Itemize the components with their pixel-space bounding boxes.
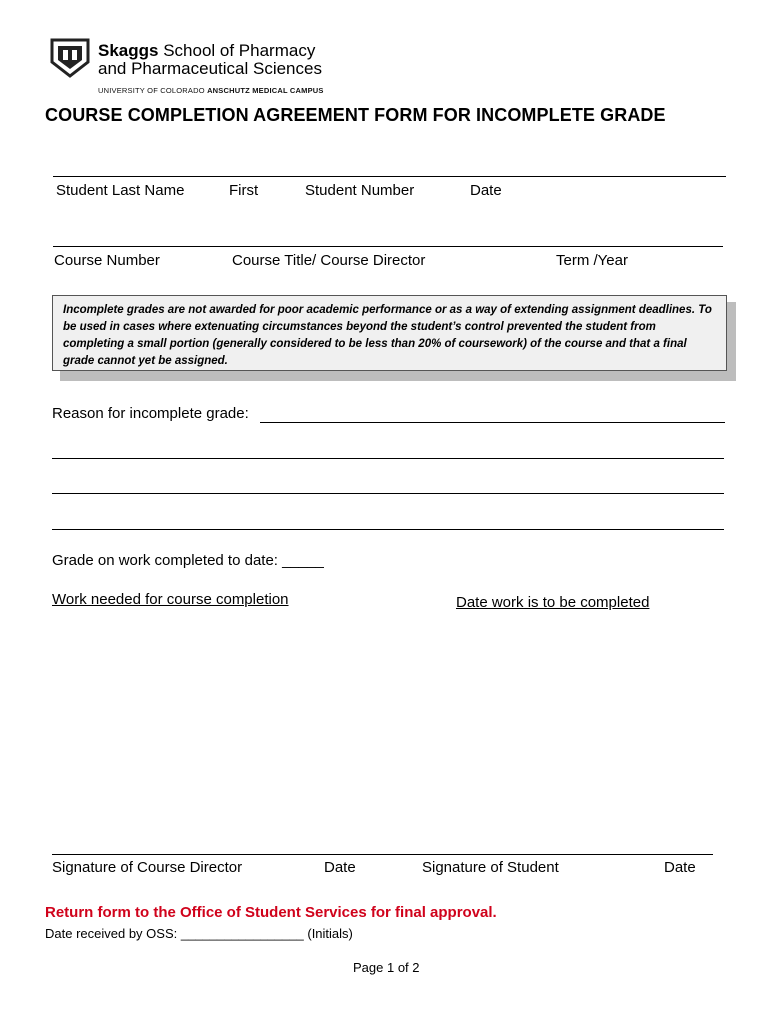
date-complete-label: Date work is to be completed [456, 594, 650, 611]
cu-logo-icon [48, 36, 92, 80]
reason-line-3[interactable] [52, 493, 724, 494]
date-label: Date [470, 182, 502, 199]
reason-line-2[interactable] [52, 458, 724, 459]
first-name-label: First [229, 182, 259, 199]
school-name [98, 42, 322, 78]
campus-name-bold: ANSCHUTZ MEDICAL CAMPUS [207, 86, 324, 95]
course-director-signature-label: Signature of Course Director [52, 859, 243, 876]
school-name-rest: School of Pharmacy [158, 41, 316, 60]
form-title: COURSE COMPLETION AGREEMENT FORM FOR INCOMPLETE GRADE [45, 105, 666, 125]
student-last-name-label: Student Last Name [56, 182, 185, 199]
return-note: Return form to the Office of Student Services for final approval. [45, 904, 497, 921]
course-info-line[interactable] [53, 246, 723, 247]
course-title-label: Course Title/ Course Director [232, 252, 426, 269]
campus-name [98, 86, 324, 95]
school-name-bold: Skaggs [98, 41, 159, 60]
work-needed-label: Work needed for course completion [52, 591, 289, 608]
signature-date-label-1: Date [324, 859, 356, 876]
student-info-line[interactable] [53, 176, 726, 177]
signature-line[interactable] [52, 854, 713, 855]
term-year-label: Term /Year [556, 252, 628, 269]
signature-date-label-2: Date [664, 859, 696, 876]
course-number-label: Course Number [54, 252, 160, 269]
reason-line-4[interactable] [52, 529, 724, 530]
reason-label: Reason for incomplete grade: [52, 405, 249, 422]
student-signature-label: Signature of Student [422, 859, 559, 876]
reason-line-1[interactable] [260, 422, 725, 423]
notice-box: Incomplete grades are not awarded for poor academic performance or as a way of extending assignment deadlines. To be used in cases where extenuating circumstances beyond the student’s control prevented the student from completing a small portion (generally considered to be less than 20% of coursework) of the course and that a final grade cannot yet be assigned. [52, 295, 727, 371]
student-number-label: Student Number [305, 182, 415, 199]
page-number: Page 1 of 2 [353, 960, 420, 975]
school-name-line2: and Pharmaceutical Sciences [98, 59, 322, 78]
grade-label: Grade on work completed to date: _____ [52, 552, 324, 569]
oss-received-line: Date received by OSS: _________________ (Initials) [45, 926, 353, 941]
campus-name-regular: UNIVERSITY OF COLORADO [98, 86, 208, 95]
